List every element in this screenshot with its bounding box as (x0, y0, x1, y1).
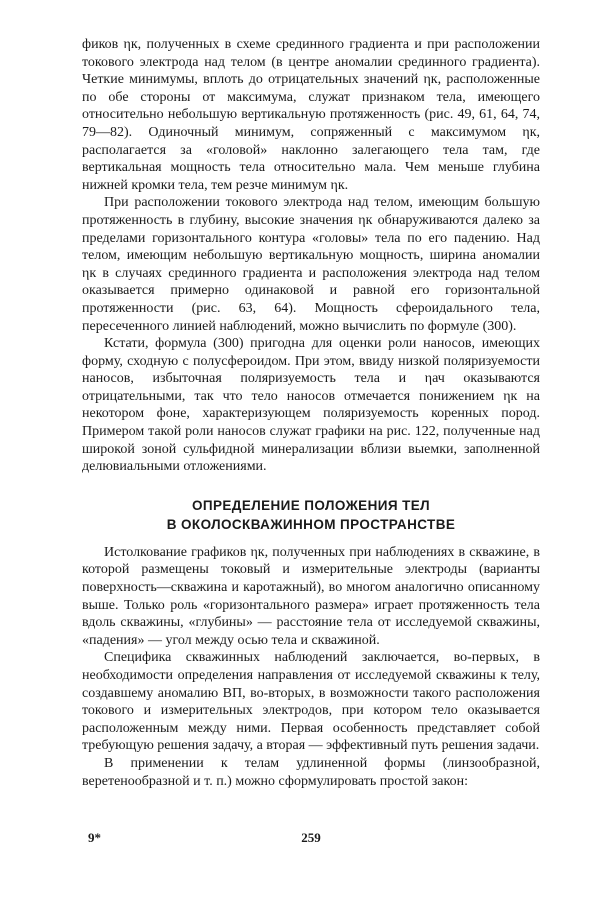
section-paragraph-3: В применении к телам удлиненной формы (линзообразной, веретенообразной и т. п.) можно сформулировать простой закон: (82, 755, 540, 789)
paragraph-3: Кстати, формула (300) пригодна для оценки роли наносов, имеющих форму, сходную с полусфероидом. При этом, ввиду низкой поляризуемости наносов, избыточная поляризуемость тела и ηач оказываются отрицательными, так что тело наносов отмечается понижением ηк на некотором фоне, характеризующем поляризуемость коренных пород. Примером такой роли наносов служат графики на рис. 122, полученные над широкой зоной сульфидной минерализации вблизи выемки, заполненной делювиальными отложениями. (82, 336, 540, 475)
section-heading-line-2: В ОКОЛОСКВАЖИННОМ ПРОСТРАНСТВЕ (166, 516, 456, 532)
page-number: 259 (301, 830, 321, 845)
paragraph-2: При расположении токового электрода над телом, имеющим большую протяженность в глубину, высокие значения ηк обнаруживаются далеко за пределами горизонтального контура «головы» тела по его падению. Над телом, имеющим небольшую вертикальную мощность, ширина аномалии ηк в случаях срединного градиента и расположения электрода над телом оказывается примерно одинаковой и равной его горизонтальной протяженности (рис. 63, 64). Мощность сфероидального тела, пересеченного линией наблюдений, можно вычислить по формуле (300). (82, 195, 540, 334)
page-footer (82, 830, 540, 850)
signature-mark: 9* (88, 830, 101, 845)
page-body (82, 36, 540, 790)
paragraph-1: фиков ηк, полученных в схеме срединного градиента и при расположении токового электрода над телом (в центре аномалии срединного градиента). Четкие минимумы, вплоть до отрицательных значений ηк, расположенные по обе стороны от максимума, служат признаком тела, имеющего относительно небольшую вертикальную протяженность (рис. 49, 61, 64, 74, 79—82). Одиночный минимум, сопряженный с максимумом ηк, располагается за «головой» наклонно залегающего тела там, где вертикальная мощность тела относительно мала. Чем меньше глубина нижней кромки тела, тем резче минимум ηк. (82, 37, 540, 193)
section-paragraph-1: Истолкование графиков ηк, полученных при наблюдениях в скважине, в которой размещены токовый и измерительные электроды (варианты поверхность—скважина и каротажный), во многом аналогично описанному выше. Только роль «горизонтального размера» играет протяженность тела вдоль скважины, «глубины» — расстояние тела от исследуемой скважины, «падения» — угол между осью тела и скважиной. (82, 544, 540, 648)
section-heading-line-1: ОПРЕДЕЛЕНИЕ ПОЛОЖЕНИЯ ТЕЛ (191, 497, 431, 513)
section-heading (82, 496, 540, 534)
section-paragraph-2: Специфика скважинных наблюдений заключается, во-первых, в необходимости определения направления от исследуемой скважины к телу, создавшему аномалию ВП, во-вторых, в возможности такого расположения токового и измерительных электродов, при котором тело оказывается расположенным между ними. Первая особенность представляет собой требующую решения задачу, а вторая — эффективный путь решения задачи. (82, 650, 540, 754)
